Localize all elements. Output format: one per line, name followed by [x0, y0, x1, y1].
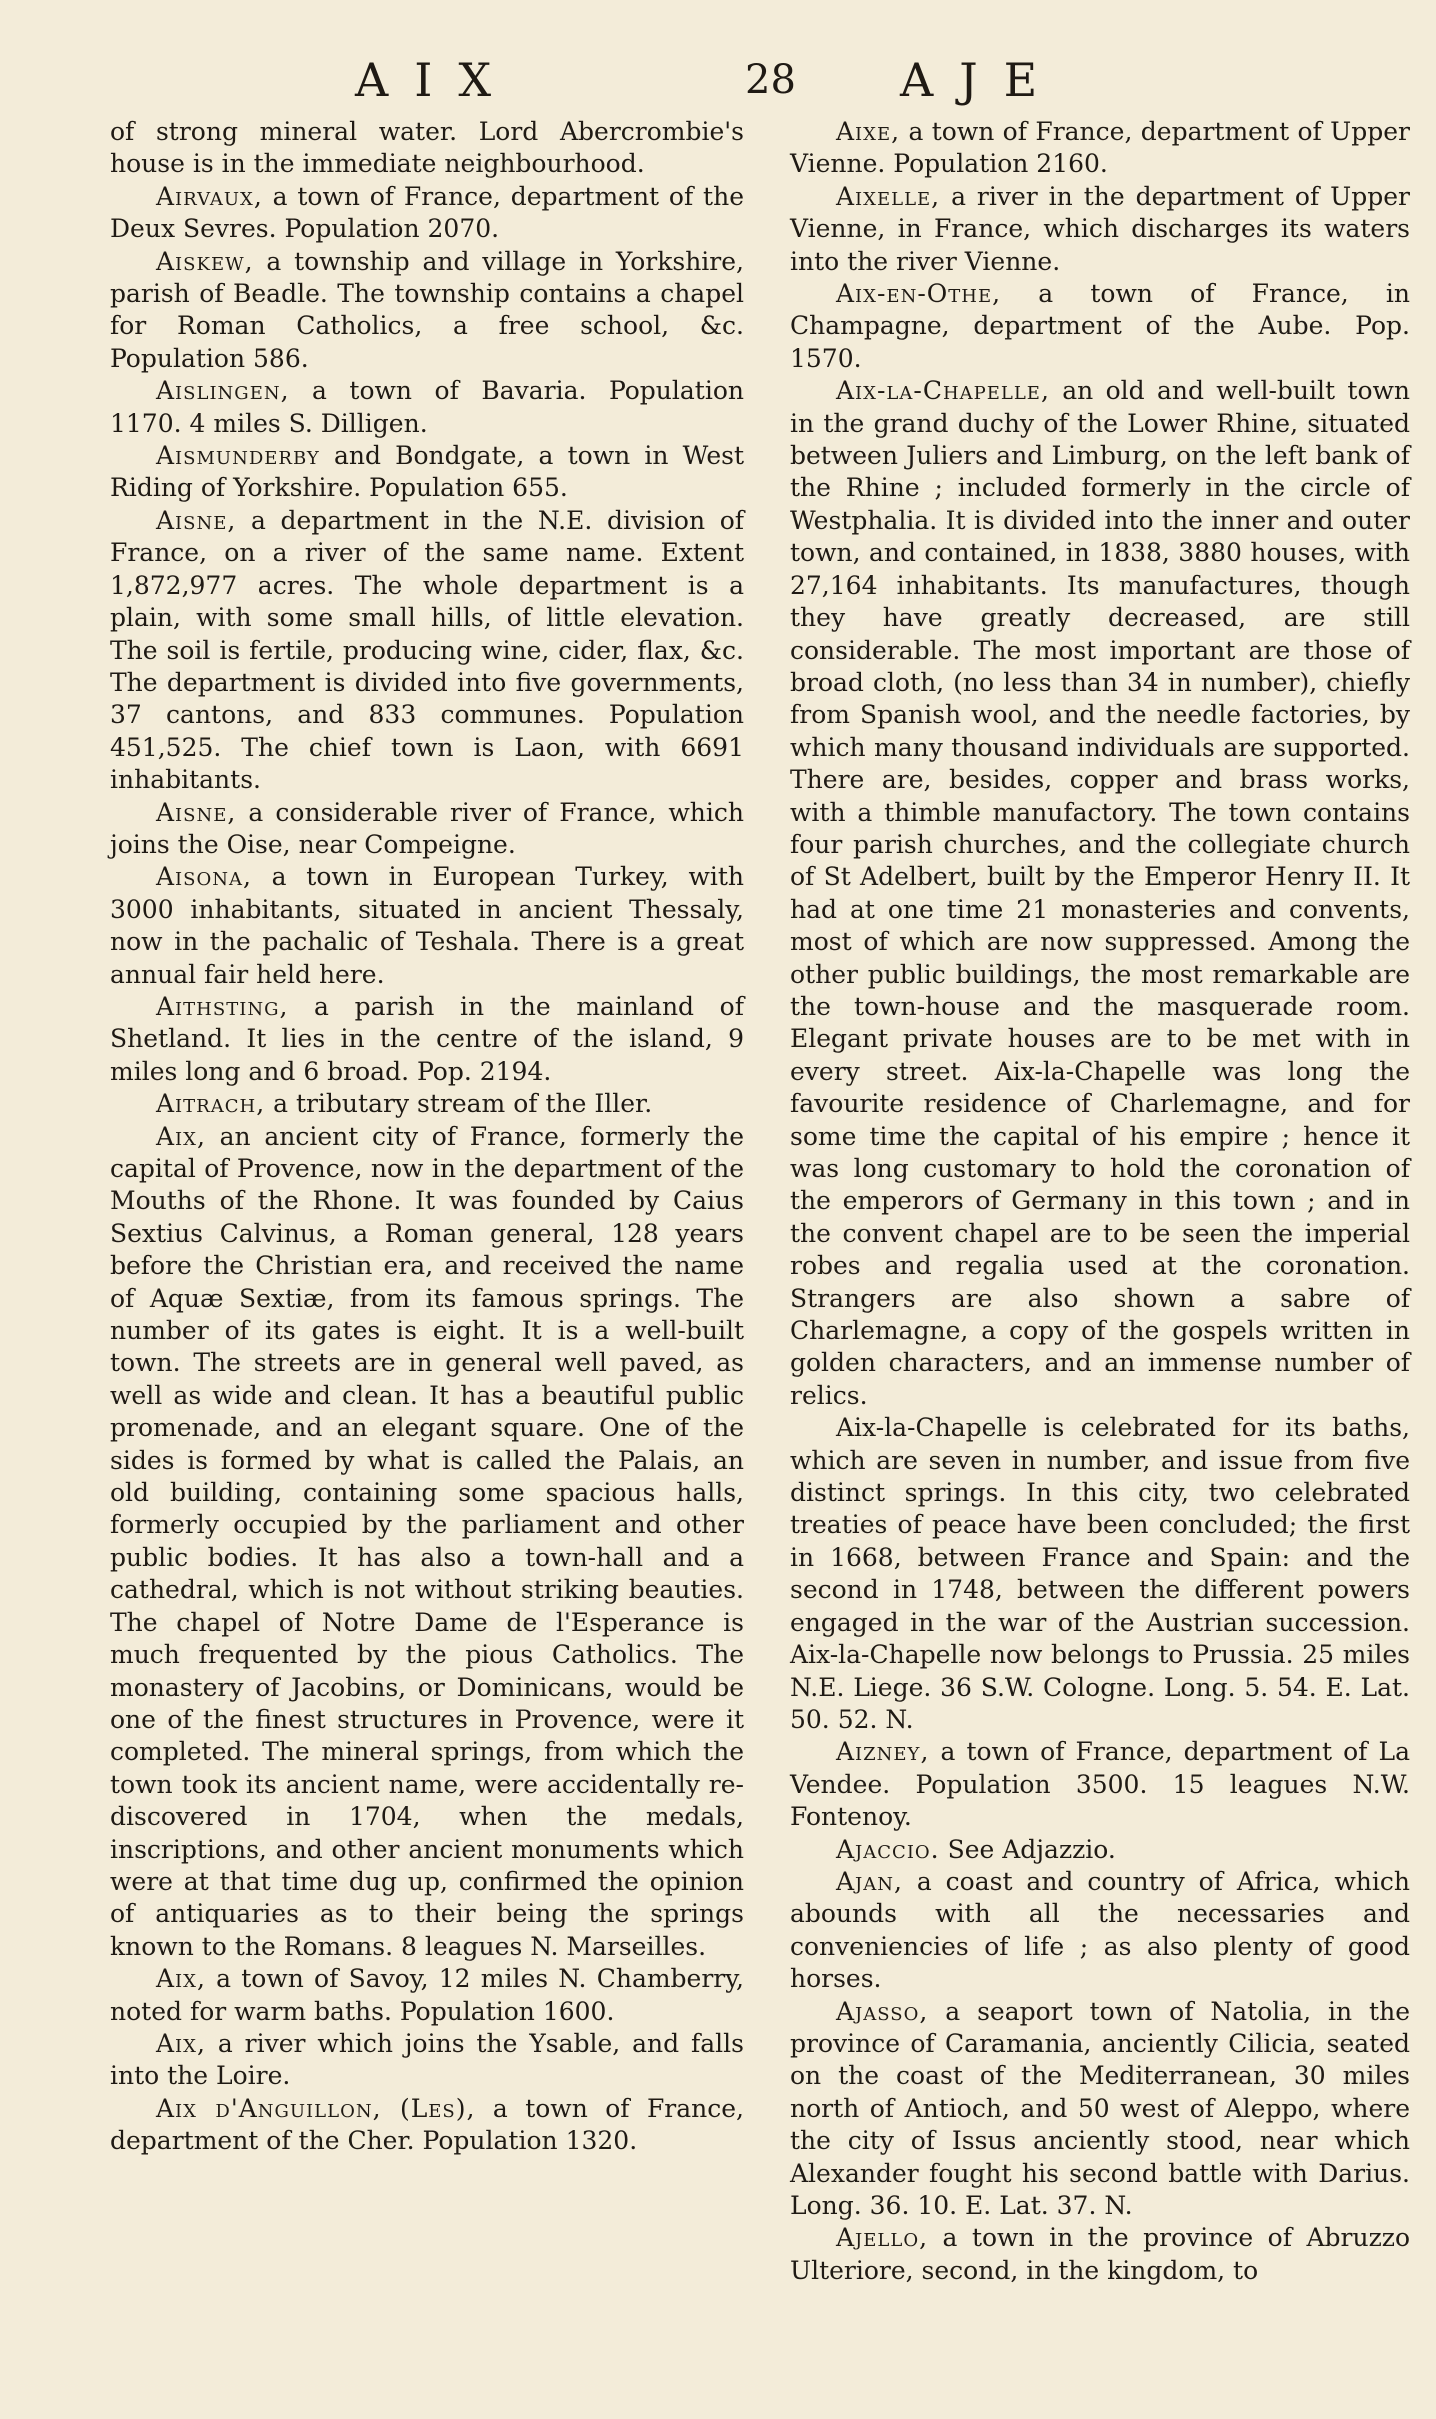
- entry-text: a parish in the mainland of Shetland. It lies in the centre of the island, 9 miles long and 6 broad. Pop. 2194.: [110, 991, 744, 1086]
- entry-paragraph: [790, 1996, 1410, 2223]
- entry-paragraph: [790, 1834, 1410, 1866]
- entry-text: a department in the N.E. division of France, on a river of the same name. Extent 1,872,977 acres. The whole department is a plain, with some small hills, of little elevation. The soil is fertile, producing wine, cider, flax, &c. The department is divided into five governments, 37 cantons, and 833 communes. Population 451,525. The chief town is Laon, with 6691 inhabitants.: [110, 505, 744, 795]
- entry-paragraph: [110, 797, 744, 862]
- entry-headword: Aix-en-Othe,: [836, 279, 1002, 309]
- entry-paragraph: [790, 1736, 1410, 1833]
- header-right-word: AJE: [900, 53, 1064, 107]
- entry-text: a town of Bavaria. Population 1170. 4 miles S. Dilligen.: [110, 376, 744, 438]
- entry-text: Aix-la-Chapelle is celebrated for its baths, which are seven in number, and issue from five distinct springs. In this city, two celebrated treaties of peace have been concluded; the first in 1668, between France and Spain: and the second in 1748, between the different powers engaged in the war of the Austrian succession. Aix-la-Chapelle now belongs to Prussia. 25 miles N.E. Liege. 36 S.W. Cologne. Long. 5. 54. E. Lat. 50. 52. N.: [790, 1413, 1410, 1734]
- entry-paragraph: [790, 375, 1410, 1412]
- entry-text: a town of France, in Champagne, department of the Aube. Pop. 1570.: [790, 279, 1410, 373]
- entry-text: a town of France, department of La Vendee. Population 3500. 15 leagues N.W. Fontenoy.: [790, 1737, 1410, 1832]
- entry-headword: Aisne,: [156, 505, 237, 535]
- entry-headword: Aisona,: [156, 862, 252, 892]
- entry-text: a town of France, department of the Deux Sevres. Population 2070.: [110, 181, 744, 244]
- entry-paragraph: [790, 1412, 1410, 1736]
- entry-headword: Aix,: [156, 1964, 206, 1994]
- entry-text: a town of Savoy, 12 miles N. Chamberry, noted for warm baths. Population 1600.: [110, 1964, 744, 2026]
- entry-headword: Airvaux,: [156, 181, 263, 211]
- entry-paragraph: [790, 1866, 1410, 1996]
- entry-text: a coast and country of Africa, which abounds with all the necessaries and conveniencies of life ; as also plenty of good horses.: [790, 1866, 1410, 1994]
- right-column: [790, 116, 1410, 2287]
- entry-headword: Aislingen,: [156, 376, 290, 406]
- entry-text: a town of France, department of Upper Vienne. Population 2160.: [790, 117, 1410, 179]
- entry-paragraph: [790, 181, 1410, 278]
- entry-headword: Aismunderby: [156, 441, 320, 471]
- entry-headword: Aix-la-Chapelle,: [836, 376, 1050, 406]
- entry-headword: Ajello,: [836, 2223, 929, 2253]
- entry-headword: Aix,: [156, 1121, 206, 1151]
- running-header: [110, 50, 1340, 110]
- entry-headword: Aisne,: [156, 797, 237, 827]
- entry-paragraph: [110, 2028, 744, 2093]
- entry-headword: Aixelle,: [836, 181, 941, 211]
- entry-paragraph: [110, 440, 744, 505]
- entry-headword: Aix,: [156, 2028, 206, 2058]
- entry-text: a considerable river of France, which joins the Oise, near Compeigne.: [110, 797, 744, 859]
- entry-paragraph: [110, 375, 744, 440]
- entry-text: of strong mineral water. Lord Abercrombie's house is in the immediate neighbourhood.: [110, 117, 744, 179]
- entry-headword: Aixe,: [836, 117, 901, 146]
- entry-paragraph: [790, 116, 1410, 181]
- entry-text: a town in the province of Abruzzo Ulteriore, second, in the kingdom, to: [790, 2223, 1410, 2285]
- entry-paragraph: [110, 505, 744, 797]
- entry-paragraph: [110, 1121, 744, 1964]
- entry-headword: Aitrach,: [156, 1089, 266, 1119]
- entry-text: an old and well-built town in the grand duchy of the Lower Rhine, situated between Juliers and Limburg, on the left bank of the Rhine ; included formerly in the circle of Westphalia. It is divided into the inner and outer town, and contained, in 1838, 3880 houses, with 27,164 inhabitants. Its manufactures, though they have greatly decreased, are still considerable. The most important are those of broad cloth, (no less than 34 in number), chiefly from Spanish wool, and the needle factories, by which many thousand individuals are supported. There are, besides, copper and brass works, with a thimble manufactory. The town contains four parish churches, and the collegiate church of St Adelbert, built by the Emperor Henry II. It had at one time 21 monasteries and convents, most of which are now suppressed. Among the other public buildings, the most remarkable are the town-house and the masquerade room. Elegant private houses are to be met with in every street. Aix-la-Chapelle was long the favourite residence of Charlemagne, and for some time the capital of his empire ; hence it was long customary to hold the coronation of the emperors of Germany in this town ; and in the convent chapel are to be seen the imperial robes and regalia used at the coronation. Strangers are also shown a sabre of Charlemagne, a copy of the gospels written in golden characters, and an immense number of relics.: [790, 376, 1410, 1410]
- entry-headword: Ajasso,: [836, 1996, 929, 2026]
- entry-paragraph: [110, 181, 744, 246]
- entry-paragraph: [110, 1963, 744, 2028]
- entry-headword: Ajan,: [836, 1866, 903, 1896]
- entry-text: a town in European Turkey, with 3000 inhabitants, situated in ancient Thessaly, now in the pachalic of Teshala. There is a great annual fair held here.: [110, 862, 744, 989]
- entry-text: and Bondgate, a town in West Riding of Yorkshire. Population 655.: [110, 441, 744, 503]
- entry-headword: Aix d'Anguillon, (Les),: [156, 2093, 476, 2123]
- entry-paragraph: [110, 991, 744, 1088]
- entry-text: a town of France, department of the Cher. Population 1320.: [110, 2093, 744, 2156]
- entry-headword: Aithsting,: [156, 991, 289, 1021]
- entry-text: a tributary stream of the Iller.: [265, 1089, 653, 1119]
- entry-text: a township and village in Yorkshire, parish of Beadle. The township contains a chapel for Roman Catholics, a free school, &c. Population 586.: [110, 246, 744, 373]
- entry-paragraph: [110, 861, 744, 991]
- entry-paragraph: [790, 278, 1410, 375]
- entry-text: a river which joins the Ysable, and falls into the Loire.: [110, 2028, 744, 2091]
- entry-paragraph: [110, 246, 744, 376]
- entry-text: See Adjazzio.: [939, 1834, 1116, 1864]
- entry-headword: Aizney,: [836, 1737, 930, 1767]
- entry-paragraph: [790, 2222, 1410, 2287]
- left-column: [110, 116, 744, 2158]
- entry-text: a river in the department of Upper Vienne, in France, which discharges its waters into the river Vienne.: [790, 181, 1410, 276]
- entry-text: a seaport town of Natolia, in the province of Caramania, anciently Cilicia, seated on the coast of the Mediterranean, 30 miles north of Antioch, and 50 west of Aleppo, where the city of Issus anciently stood, near which Alexander fought his second battle with Darius. Long. 36. 10. E. Lat. 37. N.: [790, 1996, 1410, 2220]
- entry-paragraph: [110, 1088, 744, 1120]
- entry-paragraph: [110, 2093, 744, 2158]
- header-left-word: AIX: [355, 53, 518, 107]
- page-number: 28: [745, 57, 796, 103]
- entry-headword: Aiskew,: [156, 246, 254, 276]
- entry-headword: Ajaccio.: [836, 1834, 940, 1864]
- entry-text: an ancient city of France, formerly the capital of Provence, now in the department of the Mouths of the Rhone. It was founded by Caius Sextius Calvinus, a Roman general, 128 years before the Christian era, and received the name of Aquæ Sextiæ, from its famous springs. The number of its gates is eight. It is a well-built town. The streets are in general well paved, as well as wide and clean. It has a beautiful public promenade, and an elegant square. One of the sides is formed by what is called the Palais, an old building, containing some spacious halls, formerly occupied by the parliament and other public bodies. It has also a town-hall and a cathedral, which is not without striking beauties. The chapel of Notre Dame de l'Esperance is much frequented by the pious Catholics. The monastery of Jacobins, or Dominicans, would be one of the finest structures in Provence, were it completed. The mineral springs, from which the town took its ancient name, were accidentally re-discovered in 1704, when the medals, inscriptions, and other ancient monuments which were at that time dug up, confirmed the opinion of antiquaries as to their being the springs known to the Romans. 8 leagues N. Marseilles.: [110, 1121, 744, 1961]
- entry-paragraph: [110, 116, 744, 181]
